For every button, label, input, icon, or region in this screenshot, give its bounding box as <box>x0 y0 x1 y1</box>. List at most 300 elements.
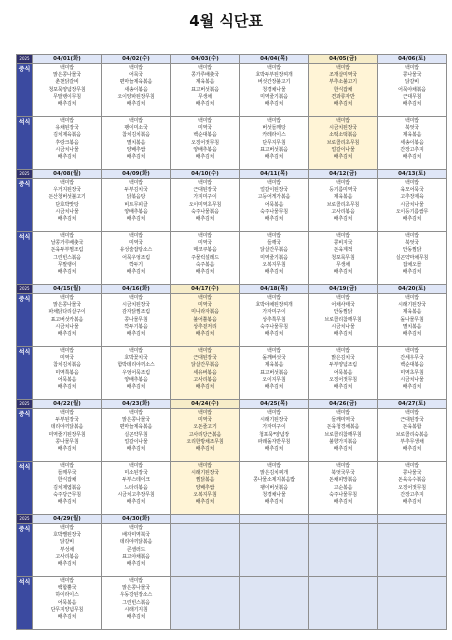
menu-item: 부성채 <box>60 546 74 553</box>
menu-item-list <box>102 462 170 506</box>
menu-item: 숙주볶음 <box>195 261 215 268</box>
menu-item: 데리야끼닭볶음 <box>50 424 84 431</box>
menu-item: 백미밥 <box>267 65 281 71</box>
menu-item: 닭갈비 <box>405 79 419 86</box>
lunch-menu-cell <box>102 409 171 462</box>
menu-item: 매코쿠볶음 <box>193 247 217 254</box>
menu-item: 백미밥 <box>60 295 74 301</box>
dinner-menu-cell <box>171 117 240 170</box>
dinner-menu-cell <box>33 232 102 285</box>
menu-item-list <box>33 409 101 453</box>
empty-cell <box>309 524 378 577</box>
dinner-menu-cell <box>309 462 378 515</box>
menu-item: 배추김치 <box>333 499 353 506</box>
menu-item: 단무지양념무침 <box>50 606 84 613</box>
dinner-side-label: 석식 <box>17 462 33 515</box>
date-cell: 04/27(토) <box>378 400 447 409</box>
menu-item: 청포묵*양념장 <box>258 431 290 438</box>
menu-item: 미역국 <box>129 240 143 247</box>
menu-item: 청경채나물 <box>262 491 286 498</box>
menu-item: 배추김치 <box>264 446 284 453</box>
dinner-side-label: 석식 <box>17 347 33 400</box>
menu-item: 북엇국 <box>405 240 419 247</box>
menu-item: 돈육계적 <box>333 247 353 254</box>
menu-item-list <box>378 462 446 506</box>
menu-item: 배추김치 <box>126 446 146 453</box>
menu-item: 제육볶음 <box>402 132 422 139</box>
menu-item: 표고버섯카볶음 <box>50 316 84 323</box>
menu-item: 백순대볶음 <box>193 132 217 139</box>
menu-item: 파래돌자반무침 <box>257 438 291 445</box>
menu-item: 배추김치 <box>333 384 353 391</box>
menu-item: 백미밥 <box>405 118 419 124</box>
menu-item: 세유버볶음 <box>193 369 217 376</box>
menu-item: 미역초무침 <box>400 369 424 376</box>
menu-item-list <box>171 179 239 223</box>
lunch-menu-cell <box>240 409 309 462</box>
menu-item: 견과류자반 <box>331 93 355 100</box>
menu-item: 감자닭찜조림 <box>122 309 150 316</box>
menu-item-list <box>33 64 101 108</box>
menu-item: 육모어묵국 <box>400 187 424 194</box>
menu-item: 하이라이스 <box>55 592 79 599</box>
date-cell <box>171 515 240 524</box>
menu-item: 배추김치 <box>333 331 353 338</box>
menu-item: 백미밥 <box>267 233 281 239</box>
menu-item: 백미밥 <box>60 410 74 416</box>
date-cell: 04/24(수) <box>171 400 240 409</box>
lunch-row <box>17 294 447 347</box>
menu-item: 돌나물무침 <box>400 316 424 323</box>
dinner-menu-cell <box>171 462 240 515</box>
menu-item: 배추김치 <box>195 331 215 338</box>
menu-item: 백미밥 <box>60 525 74 531</box>
menu-item-list <box>240 232 308 276</box>
menu-item: 표고버섯볶음 <box>260 369 288 376</box>
menu-item: 청경채나물 <box>262 86 286 93</box>
menu-item: 배추김치 <box>195 269 215 276</box>
menu-item: 맑은콩나물국 <box>122 417 150 424</box>
menu-item: 시금치나물 <box>55 146 79 153</box>
menu-item: 브로콜리초무침 <box>326 139 360 146</box>
dinner-menu-cell <box>102 232 171 285</box>
menu-item: 팽이버섯볶음 <box>260 484 288 491</box>
menu-item: 배추김치 <box>333 154 353 161</box>
menu-item: 배추김치 <box>195 384 215 391</box>
menu-item: 백미밥 <box>198 463 212 469</box>
dinner-row <box>17 577 447 630</box>
date-cell: 04/01(화) <box>33 55 102 64</box>
date-cell: 04/08(월) <box>33 170 102 179</box>
menu-item: 고사리볶음 <box>55 553 79 560</box>
menu-item: 시금치나물 <box>331 323 355 330</box>
menu-item: 오돈줄고기 <box>193 424 217 431</box>
menu-item: 배추김치 <box>195 216 215 223</box>
dinner-row <box>17 347 447 400</box>
menu-item-list <box>378 117 446 161</box>
menu-item-list <box>171 64 239 108</box>
menu-item: 양배추볶음 <box>193 146 217 153</box>
menu-item: 배추김치 <box>195 499 215 506</box>
menu-item: 미역국 <box>198 240 212 247</box>
menu-item: 파채닭다리살구이 <box>48 309 86 316</box>
menu-item: 오리한방채조무침 <box>186 438 224 445</box>
menu-item: 멸치볶음 <box>126 139 146 146</box>
menu-item: 느타리볶음 <box>124 484 148 491</box>
menu-item: 계육볶음 <box>195 79 215 86</box>
menu-item: 가자미구이 <box>262 424 286 431</box>
empty-cell <box>171 524 240 577</box>
menu-item: 주물럭설레드 <box>191 254 219 261</box>
menu-item: 배추김치 <box>264 499 284 506</box>
dinner-row <box>17 462 447 515</box>
menu-item-list <box>33 347 101 391</box>
menu-item: 돈육볶합 <box>402 424 422 431</box>
menu-item: 미역쪽볶음 <box>55 369 79 376</box>
menu-item: 배추김치 <box>333 446 353 453</box>
menu-item: 배추김치 <box>402 331 422 338</box>
menu-item: 양배추볶음 <box>124 376 148 383</box>
menu-item: 백미밥 <box>60 578 74 584</box>
menu-item: 콩나물무침 <box>55 438 79 445</box>
menu-item: 백합뿔국 <box>57 585 77 592</box>
menu-item: 시금치고추장무침 <box>117 491 155 498</box>
menu-item: 배추김치 <box>57 331 77 338</box>
dinner-menu-cell <box>33 462 102 515</box>
menu-item-list <box>33 524 101 568</box>
menu-item: 백미밥 <box>129 118 143 124</box>
lunch-menu-cell <box>378 294 447 347</box>
dinner-menu-cell <box>33 347 102 400</box>
date-cell: 04/17(수) <box>171 285 240 294</box>
menu-item: 브로콜리숙볶음 <box>395 431 429 438</box>
menu-item: 버섯들깨탕 <box>262 125 286 132</box>
menu-item: 배추김치 <box>264 331 284 338</box>
menu-item-list <box>378 409 446 453</box>
menu-item-list <box>102 232 170 276</box>
menu-item-list <box>309 462 377 506</box>
menu-item-list <box>309 294 377 338</box>
menu-item-list <box>102 117 170 161</box>
lunch-menu-cell <box>102 294 171 347</box>
menu-item: 안동찜닭 <box>333 309 353 316</box>
menu-item-list <box>171 462 239 506</box>
menu-item: 백미밥 <box>267 348 281 354</box>
menu-item: 백미밥 <box>129 348 143 354</box>
dinner-menu-cell <box>171 232 240 285</box>
menu-item: 오이지무침 <box>262 376 286 383</box>
dinner-menu-cell <box>378 232 447 285</box>
menu-item: 표고버섯볶음 <box>191 86 219 93</box>
menu-item-list <box>33 179 101 223</box>
menu-item: 맑은김치찌개 <box>260 470 288 477</box>
menu-item-list <box>240 462 308 506</box>
menu-item-list <box>33 462 101 506</box>
date-cell <box>378 515 447 524</box>
year-corner-label: 2025 <box>17 400 33 409</box>
menu-item: 무생채 <box>198 93 212 100</box>
menu-item: 콩나물국 <box>402 72 422 79</box>
menu-item: 백미밥 <box>405 348 419 354</box>
empty-cell <box>378 577 447 630</box>
menu-item: 시금치나물 <box>400 201 424 208</box>
lunch-menu-cell <box>102 64 171 117</box>
menu-item: 백미밥 <box>129 410 143 416</box>
menu-item: 배추김치 <box>333 269 353 276</box>
dinner-menu-cell <box>240 232 309 285</box>
menu-item: 실곤약마채무침 <box>395 254 429 261</box>
menu-item: 닭갈비 <box>60 539 74 546</box>
menu-item: 불향가지볶음 <box>329 438 357 445</box>
date-cell: 04/26(금) <box>309 400 378 409</box>
menu-item: 버섯간장불고기 <box>257 79 291 86</box>
menu-item: 안동찜닭 <box>402 247 422 254</box>
date-cell: 04/13(토) <box>378 170 447 179</box>
dinner-menu-cell <box>240 347 309 400</box>
menu-item: 미역국 <box>198 417 212 424</box>
lunch-menu-cell <box>240 179 309 232</box>
menu-item: 백미밥 <box>129 463 143 469</box>
menu-item: 숙주당근무침 <box>53 491 81 498</box>
menu-item-list <box>102 179 170 223</box>
menu-item: 얼갈이나물 <box>124 438 148 445</box>
menu-item: 근대된장국 <box>400 417 424 424</box>
date-cell: 04/15(월) <box>33 285 102 294</box>
menu-item-list <box>240 409 308 453</box>
menu-item: 팽이미소국 <box>124 125 148 132</box>
menu-item: 배추김치 <box>402 101 422 108</box>
menu-item: 돈육청경채볶음 <box>326 424 360 431</box>
menu-item: 백미밥 <box>198 233 212 239</box>
menu-item-list <box>378 347 446 391</box>
menu-item: 근대무침 <box>402 93 422 100</box>
menu-item: 백미밥 <box>336 65 350 71</box>
date-cell: 04/20(토) <box>378 285 447 294</box>
lunch-menu-cell <box>33 64 102 117</box>
menu-item: 김치제육볶음 <box>53 132 81 139</box>
menu-item: 배추김치 <box>264 384 284 391</box>
menu-item: 브로콜리참깨무침 <box>324 316 362 323</box>
menu-item: 배추김치 <box>264 216 284 223</box>
dinner-row <box>17 232 447 285</box>
date-cell <box>309 515 378 524</box>
menu-item: 제육볶음 <box>264 362 284 369</box>
date-cell: 04/06(토) <box>378 55 447 64</box>
menu-item: 미역줄기볶음 <box>260 93 288 100</box>
menu-item: 데리야끼닭볶음 <box>119 539 153 546</box>
menu-item: 간세우무국 <box>400 355 424 362</box>
date-cell: 04/23(화) <box>102 400 171 409</box>
menu-item: 어묵볶음 <box>264 201 284 208</box>
menu-item: 백미밥 <box>267 295 281 301</box>
menu-item: 고순볶음 <box>333 484 353 491</box>
menu-item: 날콩가루배춧국 <box>50 240 84 247</box>
menu-item: 표고버섯볶음 <box>260 146 288 153</box>
dinner-menu-cell <box>171 347 240 400</box>
menu-item: 우동강된장소스 <box>119 592 153 599</box>
menu-item: 백미밥 <box>129 295 143 301</box>
menu-item: 김치제엽볶음 <box>53 484 81 491</box>
menu-item: 시래기된장국 <box>260 417 288 424</box>
dinner-menu-cell <box>102 577 171 630</box>
empty-cell <box>309 577 378 630</box>
menu-item: 오이등기름쌈무 <box>395 208 429 215</box>
menu-item: 숙주나물무침 <box>329 491 357 498</box>
empty-cell <box>171 577 240 630</box>
menu-item: 백미밥 <box>336 463 350 469</box>
empty-cell <box>240 577 309 630</box>
menu-item: 백미밥 <box>198 180 212 186</box>
menu-item: 단호박맛탕 <box>55 201 79 208</box>
menu-item: 숙주나물볶음 <box>191 208 219 215</box>
menu-item: 오징어젓무침 <box>191 139 219 146</box>
date-cell: 04/10(수) <box>171 170 240 179</box>
menu-item: 어묵우엉조림 <box>122 254 150 261</box>
menu-item: 청포묵양념장무침 <box>48 86 86 93</box>
menu-item: 유채된장국 <box>55 125 79 132</box>
menu-item: 카레라이스 <box>262 132 286 139</box>
menu-item: 백미밥 <box>60 348 74 354</box>
lunch-menu-cell <box>309 294 378 347</box>
lunch-menu-cell <box>171 409 240 462</box>
menu-item: 백미밥 <box>198 65 212 71</box>
menu-item: 백미밥 <box>405 295 419 301</box>
date-cell: 04/12(금) <box>309 170 378 179</box>
lunch-side-label: 중식 <box>17 64 33 117</box>
menu-item: 돌깨버섯국 <box>262 355 286 362</box>
date-cell: 04/04(목) <box>240 55 309 64</box>
menu-item: 콩나물국 <box>402 470 422 477</box>
meal-plan-table <box>16 54 447 630</box>
menu-item: 돈산청버섯불고기 <box>48 194 86 201</box>
menu-item: 오이미역초무침 <box>188 201 222 208</box>
menu-item: 오복지무침 <box>262 261 286 268</box>
lunch-menu-cell <box>309 64 378 117</box>
menu-item: 오이양파된장무침 <box>117 93 155 100</box>
menu-item: 배추김치 <box>333 101 353 108</box>
menu-item: 깍두기 <box>129 261 143 268</box>
menu-item: 배추김치 <box>126 101 146 108</box>
dinner-side-label: 석식 <box>17 232 33 285</box>
dinner-menu-cell <box>309 347 378 400</box>
dinner-menu-cell <box>102 462 171 515</box>
menu-item: 돈채피망볶음 <box>329 477 357 484</box>
year-corner-label: 2025 <box>17 285 33 294</box>
menu-item: 시금치된장국 <box>329 125 357 132</box>
menu-item: 백미밥 <box>129 180 143 186</box>
date-cell: 04/18(목) <box>240 285 309 294</box>
menu-item-list <box>33 294 101 338</box>
menu-item: 배추김치 <box>57 269 77 276</box>
menu-item: 맑은콩나물국 <box>53 302 81 309</box>
menu-item-list <box>102 347 170 391</box>
dinner-menu-cell <box>102 347 171 400</box>
menu-item: 어묵볶음 <box>57 376 77 383</box>
menu-item: 편마늘제육볶음 <box>119 79 153 86</box>
date-cell: 04/05(금) <box>309 55 378 64</box>
menu-item: 두부된장국 <box>55 417 79 424</box>
lunch-menu-cell <box>102 524 171 577</box>
menu-item: 고사리볶음 <box>331 208 355 215</box>
menu-item: 어묵볶음 <box>57 599 77 606</box>
menu-item-list <box>240 347 308 391</box>
lunch-menu-cell <box>171 64 240 117</box>
menu-item-list <box>171 347 239 391</box>
dinner-menu-cell <box>309 117 378 170</box>
menu-item: 배추김치 <box>57 101 77 108</box>
menu-item: 미역줄기볶음 <box>260 254 288 261</box>
menu-item: 두부스테이크 <box>122 477 150 484</box>
lunch-side-label: 중식 <box>17 524 33 577</box>
menu-item: 백미밥 <box>405 233 419 239</box>
menu-item: 오복지무침 <box>193 491 217 498</box>
menu-item: 들깨미역국 <box>331 417 355 424</box>
menu-item: 고추장제육 <box>400 194 424 201</box>
menu-item: 돈육옥수볶음 <box>398 477 426 484</box>
menu-item-list <box>378 179 446 223</box>
date-row <box>17 285 447 294</box>
menu-item: 브로콜리초무침 <box>326 201 360 208</box>
menu-item: 멸치볶음 <box>402 323 422 330</box>
menu-item-list <box>378 294 446 338</box>
menu-item: 백순대볶음 <box>400 362 424 369</box>
lunch-side-label: 중식 <box>17 294 33 347</box>
menu-item: 시금치나물 <box>400 376 424 383</box>
menu-item: 콘샐러드 <box>126 546 146 553</box>
menu-item: 백미밥 <box>198 118 212 124</box>
dinner-menu-cell <box>378 347 447 400</box>
menu-item: 비트무피클 <box>124 201 148 208</box>
menu-item-list <box>33 117 101 161</box>
menu-item: 백미밥 <box>198 410 212 416</box>
menu-item: 배추김치 <box>195 154 215 161</box>
menu-item: 잡채오믈 <box>402 261 422 268</box>
menu-item: 배추김치 <box>57 614 77 621</box>
menu-item-list <box>102 524 170 568</box>
menu-item-list <box>171 294 239 338</box>
dinner-menu-cell <box>378 117 447 170</box>
lunch-side-label: 중식 <box>17 409 33 462</box>
menu-item: 조개살미역국 <box>329 72 357 79</box>
menu-item: 배추김치 <box>126 331 146 338</box>
menu-item: 백미밥 <box>129 578 143 584</box>
menu-item: 배추김치 <box>126 561 146 568</box>
page-title-text: 4월 식단표 <box>189 12 263 30</box>
menu-item-list <box>240 179 308 223</box>
menu-item: 간장고추지 <box>400 491 424 498</box>
menu-item: 한식잡채 <box>57 477 77 484</box>
menu-item: 배추김치 <box>264 101 284 108</box>
menu-item: 백미밥 <box>336 233 350 239</box>
menu-item: 배추김치 <box>402 216 422 223</box>
menu-item: 배추김치 <box>57 384 77 391</box>
menu-item: 호박꽃치국 <box>124 355 148 362</box>
menu-item: 우엉어묵조림 <box>122 369 150 376</box>
lunch-menu-cell <box>309 409 378 462</box>
menu-item: 북엇국 <box>405 125 419 132</box>
menu-item: 함박데리야끼소스 <box>117 362 155 369</box>
menu-item: 숙주나물무침 <box>260 323 288 330</box>
menu-item-list <box>309 117 377 161</box>
menu-item: 닭살간무볶음 <box>260 247 288 254</box>
menu-item: 배추김치 <box>57 446 77 453</box>
menu-item-list <box>309 409 377 453</box>
menu-item: 맑은김치국 <box>331 355 355 362</box>
menu-item: 소떡소떡볶음 <box>329 132 357 139</box>
menu-item: 콩비지국 <box>333 240 353 247</box>
menu-item: 북엇국무국 <box>331 470 355 477</box>
menu-item: 상추겉저리 <box>193 323 217 330</box>
